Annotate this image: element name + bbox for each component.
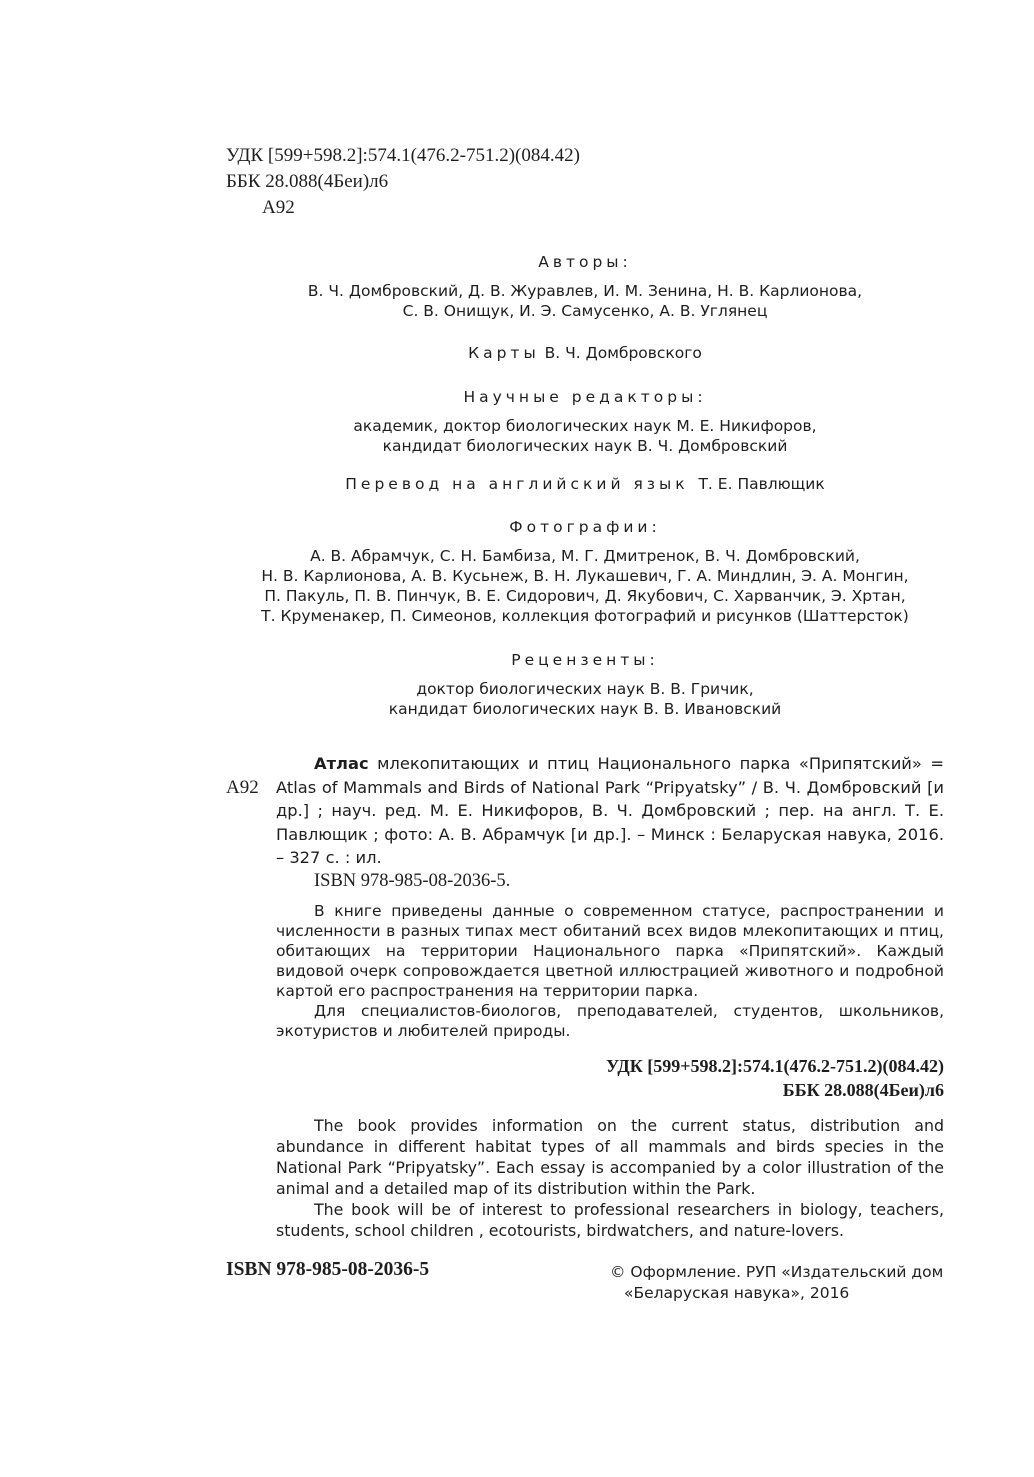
entry-author-mark: А92 [226,777,259,798]
annotation-en-p2: The book will be of interest to professional researchers in biology, teachers, students, school children , ecotourists, birdwatchers, and nature-lovers. [276,1200,944,1240]
annotation-en [276,1115,944,1241]
udk-code: УДК [599+598.2]:574.1(476.2-751.2)(084.42) [226,145,580,166]
entry-isbn: ISBN 978-985-08-2036-5. [314,870,511,891]
footer-bbk: ББК 28.088(4Беи)л6 [782,1080,944,1100]
editors-label: Научные редакторы: [463,388,707,406]
maps-credit: Карты В. Ч. Домбровского [468,344,702,362]
entry-title: Атлас [314,754,369,773]
photos-list: А. В. Абрамчук, С. Н. Бамбиза, М. Г. Дмитренок, В. Ч. Домбровский, Н. В. Карлионова, А. В. Кусьнеж, В. Н. Лукашевич, Г. А. Миндлин, Э. А. Монгин, П. Пакуль, П. В. Пинчук, В. Е. Сидорович, Д. Якубович, С. Харванчик, Э. Хртан, Т. Круменакер, П. Симеонов, коллекция фотографий и рисунков (Шаттерсток) [261,547,909,625]
author-mark: А92 [262,197,295,218]
translation-credit: Перевод на английский язык Т. Е. Павлющик [345,475,825,493]
isbn-main: ISBN 978-985-08-2036-5 [226,1259,430,1280]
bbk-code: ББК 28.088(4Беи)л6 [226,171,389,192]
authors-list: В. Ч. Домбровский, Д. В. Журавлев, И. М. Зенина, Н. В. Карлионова, С. В. Онищук, И. Э. Самусенко, А. В. Углянец [307,282,863,320]
copyright: © Оформление. РУП «Издательский дом «Беларуская навука», 2016 [610,1263,944,1302]
photos-label: Фотографии: [509,518,661,536]
reviewers-list: доктор биологических наук В. В. Гричик, кандидат биологических наук В. В. Ивановский [388,680,782,718]
editors-list: академик, доктор биологических наук М. Е. Никифоров, кандидат биологических наук В. Ч. Домбровский [353,417,817,455]
annotation-en-p1: The book provides information on the current status, distribution and abundance in different habitat types of all mammals and birds species in the National Park “Pripyatsky”. Each essay is accompanied by a color illustration of the animal and a detailed map of its distribution within the Park. [276,1116,944,1198]
entry-body: млекопитающих и птиц Национального парка «Припятский» = Atlas of Mammals and Birds of National Park “Pripyatsky” / В. Ч. Домбровский [и др.] ; науч. ред. М. Е. Никифоров, В. Ч. Домбровский ; пер. на англ. Т. Е. Павлющик ; фото: А. В. Абрамчук [и др.]. – Минск : Беларуская навука, 2016. – 327 с. : ил. [276,754,944,867]
footer-udk: УДК [599+598.2]:574.1(476.2-751.2)(084.42) [605,1056,944,1076]
annotation-ru [276,901,944,1041]
reviewers-label: Рецензенты: [511,651,659,669]
catalog-entry [276,752,944,893]
footer-codes [606,1054,944,1102]
authors-label: Авторы: [538,253,632,271]
classification-codes [226,143,580,221]
annotation-ru-p2: Для специалистов-биологов, преподавателей, студентов, школьников, экотуристов и любителей природы. [276,1002,944,1040]
annotation-ru-p1: В книге приведены данные о современном статусе, распространении и численности в разных типах мест обитаний всех видов млекопитающих и птиц, обитающих на территории Национального парка «Припятский». Каждый видовой очерк сопровождается цветной иллюстрацией животного и подробной картой его распространения на территории парка. [276,902,944,1000]
